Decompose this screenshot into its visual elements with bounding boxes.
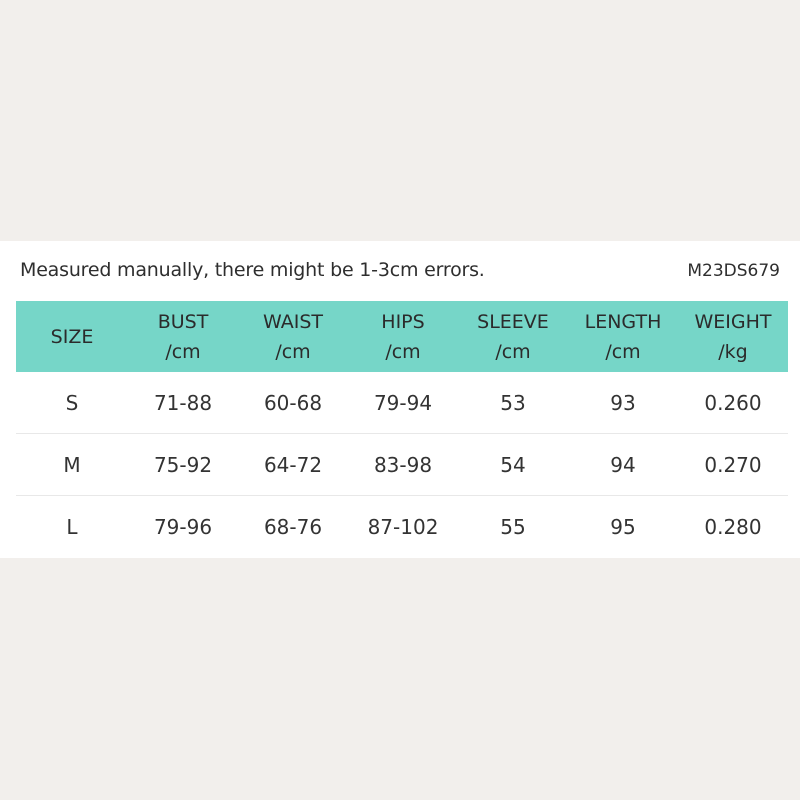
table-row	[16, 434, 788, 496]
header-length	[568, 301, 678, 372]
cell-sleeve: 54	[500, 452, 526, 477]
cell-length: 94	[610, 452, 636, 477]
product-code: M23DS679	[687, 261, 780, 281]
cell-bust: 75-92	[153, 452, 213, 477]
size-chart-card	[0, 241, 800, 558]
cell-waist: 64-72	[263, 452, 323, 477]
cell-bust: 71-88	[153, 390, 213, 415]
table-row	[16, 372, 788, 434]
header-size	[16, 301, 128, 372]
cell-waist: 60-68	[263, 390, 323, 415]
header-label: LENGTH	[584, 310, 662, 333]
note-row	[0, 241, 800, 299]
header-label: WEIGHT	[694, 310, 772, 333]
header-hips	[348, 301, 458, 372]
table-row	[16, 496, 788, 558]
header-unit: /cm	[385, 340, 421, 363]
header-sleeve	[458, 301, 568, 372]
header-label: WAIST	[262, 310, 323, 333]
cell-bust: 79-96	[153, 515, 213, 539]
cell-waist: 68-76	[263, 515, 323, 539]
header-unit: /cm	[605, 340, 641, 363]
header-bust	[128, 301, 238, 372]
cell-sleeve: 53	[500, 390, 526, 415]
cell-weight: 0.270	[704, 452, 762, 477]
header-waist	[238, 301, 348, 372]
header-label: SLEEVE	[477, 310, 549, 333]
header-weight	[678, 301, 788, 372]
header-unit: /cm	[495, 340, 531, 363]
cell-hips: 87-102	[367, 515, 439, 539]
measurement-note: Measured manually, there might be 1-3cm errors.	[20, 259, 485, 281]
header-label: HIPS	[381, 310, 425, 333]
header-unit: /kg	[718, 340, 748, 363]
cell-size: M	[63, 452, 81, 477]
header-unit: /cm	[275, 340, 311, 363]
cell-size: L	[66, 515, 78, 539]
table-header	[16, 301, 788, 372]
cell-weight: 0.260	[704, 390, 762, 415]
cell-length: 95	[610, 515, 636, 539]
cell-weight: 0.280	[704, 515, 762, 539]
cell-hips: 83-98	[373, 452, 433, 477]
cell-sleeve: 55	[500, 515, 526, 539]
size-table	[16, 301, 788, 558]
header-label: SIZE	[50, 325, 94, 348]
cell-size: S	[65, 390, 79, 415]
header-unit: /cm	[165, 340, 201, 363]
cell-hips: 79-94	[373, 390, 433, 415]
cell-length: 93	[610, 390, 636, 415]
header-label: BUST	[157, 310, 209, 333]
